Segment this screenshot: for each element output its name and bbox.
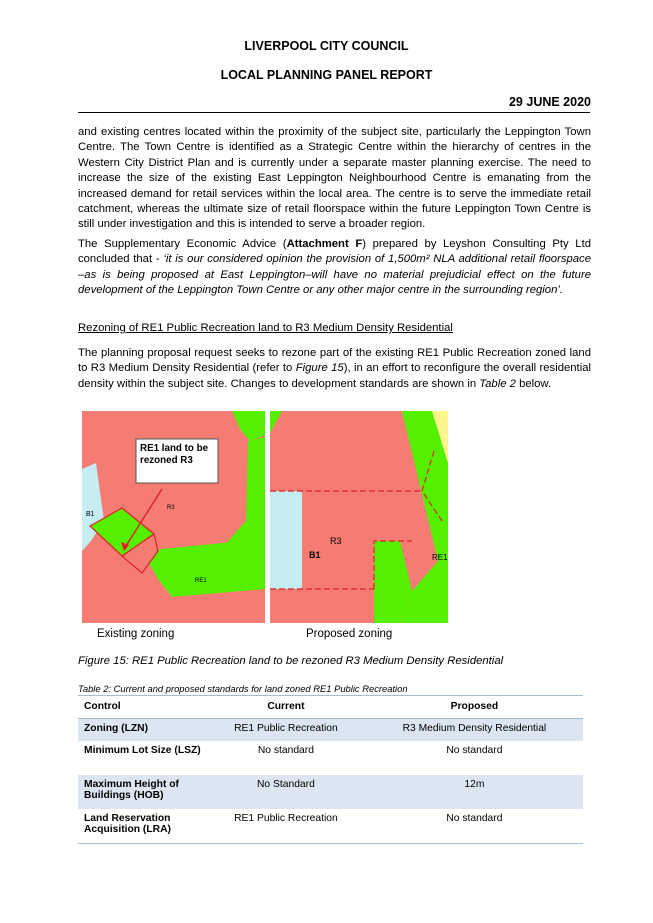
control-cell: Maximum Height of Buildings (HOB) — [78, 775, 206, 809]
table-row — [78, 741, 583, 775]
table-row — [78, 809, 583, 844]
council-name: LIVERPOOL CITY COUNCIL — [244, 39, 409, 53]
col-header-proposed: Proposed — [366, 696, 583, 719]
control-cell: Zoning (LZN) — [78, 719, 206, 742]
proposed-zoning-label: Proposed zoning — [306, 628, 393, 640]
proposed-cell: 12m — [366, 775, 583, 809]
col-header-control: Control — [78, 696, 206, 719]
table-caption: Table 2: Current and proposed standards for land zoned RE1 Public Recreation — [78, 683, 408, 694]
map-label-b1-existing: B1 — [86, 511, 95, 518]
b1-zone-proposed — [270, 491, 302, 589]
control-cell: Minimum Lot Size (LSZ) — [84, 745, 201, 756]
standards-table — [78, 695, 583, 844]
control-cell: Land Reservation Acquisition (LRA) — [84, 813, 171, 835]
table-header-row — [78, 696, 583, 719]
consultant-quote: ‘it is our considered opinion the provision of 1,500m² NLA additional retail floorspace –as is being proposed at East Leppington–will have no material prejudicial effect on the future development of the Leppington Town Centre or any other major centre in the surrounding region’. — [78, 253, 591, 297]
map-label-r3-proposed: R3 — [330, 536, 342, 546]
map-label-b1-proposed: B1 — [309, 550, 321, 560]
figure-caption: Figure 15: RE1 Public Recreation land to be rezoned R3 Medium Density Residential — [78, 655, 504, 667]
proposed-cell: No standard — [446, 813, 503, 824]
table-row — [78, 719, 583, 742]
paragraph-rezoning-proposal: The planning proposal request seeks to rezone part of the existing RE1 Public Recreation zoned land to R3 Medium Density Residential (refer to Figure 15), in an effort to reconfigure the overall residential density within the subject site. Changes to development standards are shown in Table 2 below. — [78, 347, 592, 390]
paragraph-economic-advice: The Supplementary Economic Advice (Attachment F) prepared by Leyshon Consulting Pty Ltd concluded that - ‘it is our considered opinion the provision of 1,500m² NLA additional retail floorspace –as is being proposed at East Leppington–will have no material prejudicial effect on the future development of the Leppington Town Centre or any other major centre in the surrounding region’. — [78, 238, 591, 297]
map-label-re1-existing: RE1 — [195, 578, 207, 584]
proposed-cell: R3 Medium Density Residential — [366, 719, 583, 742]
paragraph-retail-centres: and existing centres located within the proximity of the subject site, particularly the Leppington Town Centre. The Town Centre is identified as a Strategic Centre within the hierarchy of centres in the Western City District Plan and is currently under a separate master planning exercise. The need to increase the size of the existing East Leppington Neighbourhood Centre is emanating from the increased demand for retail services within the local area. The centre is to serve the immediate retail catchment, whereas the ultimate size of retail floorspace within the future Leppington Town Centre is still under investigation and this is intended to serve a broader region. — [78, 126, 591, 231]
map-label-re1-proposed: RE1 — [432, 553, 448, 562]
map-label-r3-existing: R3 — [167, 505, 175, 511]
report-date: 29 JUNE 2020 — [508, 95, 591, 109]
section-heading: Rezoning of RE1 Public Recreation land to R3 Medium Density Residential — [78, 322, 453, 334]
table-row — [78, 775, 583, 809]
proposed-cell: No standard — [446, 745, 503, 756]
attachment-reference: Attachment F — [286, 238, 363, 250]
current-cell: RE1 Public Recreation — [206, 719, 366, 742]
existing-zoning-label: Existing zoning — [97, 628, 175, 640]
proposed-zoning-map — [270, 411, 448, 623]
col-header-current: Current — [206, 696, 366, 719]
zoning-maps-figure — [82, 411, 448, 623]
header-rule — [78, 112, 590, 113]
current-cell: No standard — [257, 745, 314, 756]
current-cell: No Standard — [206, 775, 366, 809]
rezone-callout-text: RE1 land to be rezoned R3 — [140, 443, 209, 466]
current-cell: RE1 Public Recreation — [234, 813, 338, 824]
report-title: LOCAL PLANNING PANEL REPORT — [220, 68, 433, 82]
